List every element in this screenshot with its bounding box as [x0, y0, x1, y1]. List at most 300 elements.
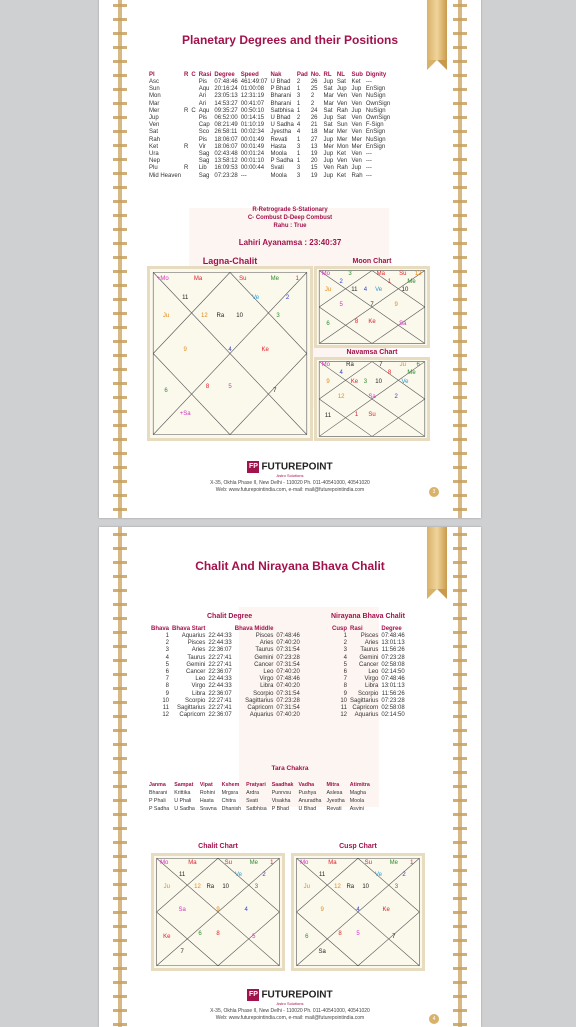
table-cell: Libra [260, 683, 274, 690]
address: X-35, Okhla Phase II, New Delhi - 110020 Ph. 011-40541000, 40541020 [210, 480, 370, 486]
moon-chart [314, 266, 430, 348]
nirayana-row [332, 669, 408, 676]
table-cell: 00:41:07 [240, 100, 265, 107]
chart-label: Su [368, 411, 376, 418]
table-cell: Gemini [186, 661, 206, 668]
table-cell: P Bhad [271, 806, 289, 812]
table-cell: 2 [343, 640, 347, 647]
table-cell: Aquarius [181, 633, 206, 639]
table-cell: Aquarius [249, 712, 274, 719]
legend-rahu: Rahu : True [273, 223, 307, 229]
table-cell: 02:14:50 [381, 712, 405, 719]
chart-label: 1 [387, 278, 392, 285]
chart-label: Me [389, 859, 398, 866]
table-cell: 22:27:41 [208, 705, 232, 712]
table-cell: 11 [162, 705, 170, 712]
nirayana-row [332, 676, 408, 683]
table-cell: 01:00:08 [240, 86, 265, 93]
table-cell: 15 [310, 165, 318, 172]
table-cell: 22:44:33 [208, 633, 232, 639]
column-header: Sampat [174, 782, 194, 788]
table-cell: Virgo [191, 683, 206, 690]
chart-label: Ke [163, 933, 171, 940]
planet-row [149, 93, 393, 100]
chart-label: Ju [303, 884, 310, 891]
table-cell: 25 [310, 86, 318, 93]
chart-label: 10 [401, 287, 409, 294]
chart-label: 6 [164, 387, 168, 394]
column-header [276, 626, 302, 633]
table-cell: 3 [343, 647, 347, 654]
column-header: Kshem [221, 782, 240, 788]
table-cell: 1 [343, 633, 347, 639]
table-cell: U Bhad [298, 806, 317, 812]
chart-label: 9 [326, 378, 330, 385]
table-cell: P Bhad [270, 86, 291, 93]
column-header: Pratyari [246, 782, 266, 788]
chart-label: Ma [328, 859, 337, 866]
table-cell: 18:06:07 [214, 136, 238, 143]
table-cell: U Bhad [270, 79, 291, 85]
nirayana-row [332, 691, 408, 698]
table-cell: 22:36:07 [208, 712, 232, 719]
column-header: Rasi [198, 72, 212, 78]
table-cell: 27 [310, 136, 318, 143]
table-cell [184, 137, 191, 144]
table-cell: 00:01:10 [240, 158, 265, 165]
table-cell [184, 173, 191, 180]
table-cell: Revati [326, 806, 342, 812]
column-header: C [191, 72, 196, 78]
table-cell: 07:23:28 [214, 172, 238, 179]
table-cell: Rah [351, 172, 363, 179]
table-cell: 1 [296, 151, 301, 158]
table-cell: Vir [198, 143, 206, 150]
table-cell: OwnSign [365, 115, 391, 122]
table-cell: 19 [310, 172, 318, 179]
table-cell: EnSign [365, 86, 386, 93]
table-cell [191, 79, 198, 86]
table-cell: 00:50:10 [240, 107, 265, 114]
table-cell: Leo [368, 669, 379, 676]
chart-label: 3 [363, 378, 368, 385]
table-cell: Mer [149, 107, 160, 114]
table-cell: 06:52:00 [214, 115, 238, 122]
chart-label: Ra [346, 361, 354, 368]
table-cell: 07:48:46 [276, 676, 300, 683]
table-cell: 5 [343, 661, 347, 668]
table-cell [184, 158, 191, 165]
planet-row [149, 151, 393, 158]
table-cell: 1 [296, 107, 301, 114]
chart-label: Ve [234, 872, 242, 879]
table-cell: 26 [310, 79, 318, 85]
table-cell: 3 [296, 93, 301, 100]
table-cell: Ven [351, 151, 362, 158]
table-cell: Sag [198, 151, 210, 158]
table-cell: 02:58:08 [381, 661, 405, 668]
table-cell: Sat [323, 122, 333, 129]
table-cell: Rah [336, 165, 348, 172]
table-cell: P Phali [149, 798, 166, 804]
chart-label: Ju [162, 313, 170, 320]
chart-label: Mo [321, 361, 330, 368]
table-cell: 5 [165, 661, 170, 668]
nirayana-row [332, 640, 408, 647]
chart-label: +Mo [156, 276, 169, 283]
table-cell: Hasta [199, 798, 214, 804]
chart-label: Su [364, 859, 372, 866]
logo-icon: FP [247, 989, 259, 1001]
table-cell: Aslesa [326, 790, 343, 796]
table-cell: 07:40:20 [276, 640, 300, 647]
table-cell: Taurus [360, 647, 379, 654]
table-cell: Plu [149, 165, 158, 172]
brand-name: FUTUREPOINT [261, 461, 333, 473]
table-cell: Ven [336, 158, 348, 165]
table-cell: 2 [310, 100, 315, 107]
table-cell: Asc [149, 79, 160, 85]
table-cell: 11 [340, 705, 347, 712]
table-cell: Jup [323, 172, 334, 179]
table-cell: Sco [198, 129, 210, 136]
table-cell: 24 [310, 107, 318, 114]
planet-row [149, 158, 393, 165]
table-cell: 10 [162, 697, 170, 704]
column-header: Rasi [350, 626, 363, 632]
table-cell: Jup [323, 79, 334, 85]
table-cell: Ven [351, 93, 362, 100]
table-cell: Rah [149, 136, 161, 143]
column-header: Dignity [365, 72, 387, 78]
table-cell: Ven [323, 165, 334, 172]
address: X-35, Okhla Phase II, New Delhi - 110020 Ph. 011-40541000, 40541020 [210, 1008, 370, 1014]
table-cell: Rohini [199, 790, 215, 796]
report-page-3 [99, 0, 481, 518]
table-cell: Sagittarius [177, 705, 206, 712]
table-cell: Mon [149, 93, 161, 100]
chalit-row [151, 683, 303, 690]
table-cell: 16:09:53 [214, 165, 238, 172]
table-cell: --- [365, 158, 372, 165]
table-cell [184, 101, 191, 108]
table-cell: --- [365, 165, 372, 172]
table-cell: 07:23:28 [276, 697, 300, 704]
table-cell: Scorpio [253, 690, 274, 697]
moon-chart-title: Moon Chart [352, 258, 392, 265]
table-cell: Taurus [187, 654, 206, 661]
table-cell: Ven [351, 122, 362, 129]
chart-label: 6 [416, 361, 420, 368]
table-cell: 1 [296, 158, 301, 165]
table-cell: Pisces [255, 633, 274, 639]
chart-label: 11 [182, 294, 189, 301]
table-cell: Gemini [359, 654, 379, 661]
table-cell: --- [240, 172, 247, 179]
brand-logo [99, 989, 481, 1006]
table-cell: Pis [198, 115, 208, 122]
table-cell: Virgo [364, 676, 379, 683]
table-cell: Aqu [198, 107, 210, 114]
chart-label: Me [249, 859, 258, 866]
chart-label: Ra [206, 884, 215, 891]
table-cell: Krittika [174, 790, 191, 796]
chalit-degree-table [151, 626, 303, 719]
table-cell: 18:06:07 [214, 143, 238, 150]
chalit-row [151, 676, 303, 683]
column-header: Janma [149, 782, 166, 788]
chart-label: Su [224, 859, 232, 866]
legend-combust: C- Combust D-Deep Combust [247, 215, 333, 221]
table-cell: R [184, 165, 189, 172]
chart-label: Ve [375, 287, 383, 294]
table-cell: Leo [195, 676, 206, 683]
table-cell: 02:43:48 [214, 151, 238, 158]
table-cell: Ket [351, 79, 361, 85]
table-cell: 07:40:20 [276, 669, 300, 676]
chart-label: Me [407, 278, 416, 285]
table-cell: Mar [149, 100, 160, 107]
table-cell: Pisces [187, 640, 206, 647]
chart-label: 6 [305, 933, 309, 940]
table-cell [191, 129, 198, 136]
chart-label: Sa [318, 949, 326, 956]
table-cell: 2 [296, 115, 301, 122]
table-cell: 9 [165, 690, 170, 697]
table-cell: Chitra [221, 798, 236, 804]
chart-label: 5 [339, 302, 343, 309]
table-cell: Cap [198, 122, 210, 129]
page-number: 3 [429, 487, 439, 497]
table-cell: Sat [323, 86, 333, 93]
chart-label: 10 [222, 884, 230, 891]
table-cell: 22:44:33 [208, 676, 232, 683]
table-cell: 02:58:08 [381, 705, 405, 712]
table-cell: Leo [263, 669, 274, 676]
table-cell: 22:36:07 [208, 669, 232, 676]
table-cell [191, 86, 198, 93]
table-cell: 07:48:46 [214, 79, 238, 85]
lagna-chalit-chart [147, 266, 313, 441]
chart-label: Ma [193, 276, 203, 283]
table-cell: Svati [270, 165, 284, 172]
column-header: Pl [149, 72, 155, 78]
nirayana-row [332, 683, 408, 690]
chart-label: Ra [216, 313, 225, 320]
table-cell: Moola [349, 798, 365, 804]
table-cell: Sag [198, 172, 210, 179]
table-cell: 01:10:19 [240, 122, 265, 129]
table-cell: 1 [296, 86, 301, 93]
table-cell: 00:00:44 [240, 165, 265, 172]
table-cell: Hasta [270, 143, 287, 150]
planet-row [149, 101, 393, 108]
table-cell [184, 79, 191, 86]
chalit-chart [151, 853, 285, 971]
table-cell: Ket [336, 151, 346, 158]
table-cell [184, 93, 191, 100]
table-cell: Ven [351, 100, 362, 107]
table-cell: Jup [323, 115, 334, 122]
column-header: Vipat [199, 782, 213, 788]
table-cell: 8 [343, 683, 347, 690]
table-cell: Sun [149, 86, 160, 93]
table-cell: Mer [351, 136, 362, 143]
table-cell: F-Sign [365, 122, 384, 129]
chart-label: Sa [368, 394, 376, 401]
table-cell: Jup [149, 115, 159, 122]
table-cell [191, 158, 198, 165]
chart-label: 5 [228, 384, 232, 391]
table-cell: U Sadha [270, 122, 294, 129]
table-cell: 00:14:15 [240, 115, 265, 122]
table-cell: Sat [336, 115, 346, 122]
table-cell: Bharani [270, 93, 292, 100]
table-cell: Lib [198, 165, 207, 172]
nirayana-row [332, 705, 408, 712]
chart-label: 2 [262, 872, 266, 879]
table-cell: 23:05:13 [214, 93, 238, 100]
navamsa-chart-title: Navamsa Chart [346, 349, 398, 356]
chart-label: 11 [319, 872, 326, 879]
web-contact: Web: www.futurepointindia.com, e-mail: mail@futurepointindia.com [215, 1015, 365, 1021]
chalit-chart-title: Chalit Chart [198, 843, 238, 850]
column-header: Vadha [298, 782, 315, 788]
chart-label: 8 [387, 370, 392, 377]
chart-label: 11 [324, 413, 332, 420]
table-cell: 21 [310, 122, 318, 129]
table-cell: 11:56:26 [381, 690, 405, 697]
chalit-row [151, 647, 303, 654]
table-cell [191, 137, 198, 144]
table-cell [191, 101, 198, 108]
table-cell: 4 [343, 654, 347, 661]
table-cell: Ven [336, 100, 348, 107]
table-cell: Ven [336, 93, 348, 100]
chart-label: 2 [339, 278, 343, 285]
column-header: Bhava [151, 626, 170, 632]
chart-label: 7 [180, 949, 184, 956]
chart-label: 1 [270, 859, 274, 866]
chart-label: 2 [394, 394, 398, 401]
table-cell: Satbhisa [270, 107, 294, 114]
planet-row [149, 79, 393, 86]
table-cell: R [184, 107, 189, 114]
table-cell: Pis [198, 79, 208, 85]
table-cell: P Sadha [149, 806, 170, 812]
table-cell: Capricorn [179, 712, 206, 719]
ornament-border-right [453, 527, 467, 1027]
table-cell: 07:23:28 [381, 654, 405, 661]
brand-name: FUTUREPOINT [261, 989, 333, 1001]
table-cell: Dhanish [221, 806, 242, 812]
table-cell: Aqu [198, 86, 210, 93]
table-cell: Moola [270, 172, 287, 179]
table-cell: Gemini [254, 654, 274, 661]
table-cell: 9 [343, 690, 347, 697]
chart-label: Ke [350, 378, 359, 385]
table-cell: Mar [323, 93, 334, 100]
table-cell: NuSign [365, 136, 386, 143]
nirayana-title: Nirayana Bhava Chalit [331, 613, 405, 620]
table-cell: C [191, 107, 196, 114]
table-cell: OwnSign [365, 100, 391, 107]
table-cell [184, 115, 191, 122]
chart-label: Ve [374, 872, 382, 879]
table-cell: Bharani [149, 790, 168, 796]
table-cell: Nep [149, 158, 161, 165]
chart-label: 6 [326, 320, 330, 327]
table-cell: Capricorn [247, 705, 274, 712]
chart-label: Ju [163, 884, 170, 891]
lagna-chart-title: Lagna-Chalit [202, 256, 258, 266]
chart-label: Ve [252, 294, 260, 301]
table-cell: 00:01:49 [240, 136, 265, 143]
table-cell: Aquarius [354, 712, 379, 719]
table-cell: 13 [310, 143, 318, 150]
table-cell: Mon [336, 143, 349, 150]
table-cell: Ari [198, 93, 207, 100]
table-cell: Pisces [360, 633, 379, 639]
chart-label: 11 [179, 872, 186, 879]
brand-tagline: Astro Solutions [276, 473, 304, 478]
table-cell: --- [365, 151, 372, 158]
chart-label: 1 [295, 276, 299, 283]
table-cell: 4 [165, 654, 170, 661]
table-cell: Sagittarius [350, 697, 379, 704]
table-cell: Jup [351, 165, 362, 172]
table-cell: R [184, 143, 189, 150]
table-cell: Punrvsu [271, 790, 292, 796]
table-cell: Sagittarius [245, 697, 274, 704]
tara-chakra-table [149, 782, 375, 814]
report-page-4 [99, 527, 481, 1027]
table-cell: Jup [323, 136, 334, 143]
table-cell: 22:36:07 [208, 647, 232, 654]
table-cell: Magha [349, 790, 366, 796]
table-cell: Ven [351, 129, 362, 136]
table-cell: 07:48:46 [276, 633, 300, 639]
chalit-row [151, 712, 303, 719]
chart-label: 12 [194, 884, 201, 891]
planet-row [149, 108, 393, 115]
table-cell: Mid Heaven [149, 172, 182, 179]
table-cell: Sat [336, 79, 346, 85]
table-cell: 7 [165, 676, 170, 683]
chart-label: Ve [401, 378, 409, 385]
table-cell: Ari [198, 100, 207, 107]
chart-label: Mo [160, 859, 169, 866]
chalit-row [151, 633, 303, 640]
bookmark-ribbon [427, 0, 447, 60]
legend-retrograde: R-Retrograde S-Stationary [252, 207, 328, 213]
column-header: Pad [296, 72, 308, 78]
column-header: Saadhak [271, 782, 294, 788]
table-cell: 4 [296, 129, 301, 136]
table-cell: 4 [296, 122, 301, 129]
table-cell: 22:44:33 [208, 683, 232, 690]
chart-label: Su [399, 270, 407, 277]
chart-label: 7 [370, 302, 374, 309]
table-cell: Ardra [246, 790, 260, 796]
column-header: Nak [270, 72, 282, 78]
table-cell: 07:48:46 [381, 633, 405, 639]
planet-row [149, 129, 393, 136]
chart-label: 8 [216, 931, 220, 938]
tara-row [149, 790, 375, 798]
table-cell [191, 165, 198, 172]
planet-row [149, 137, 393, 144]
